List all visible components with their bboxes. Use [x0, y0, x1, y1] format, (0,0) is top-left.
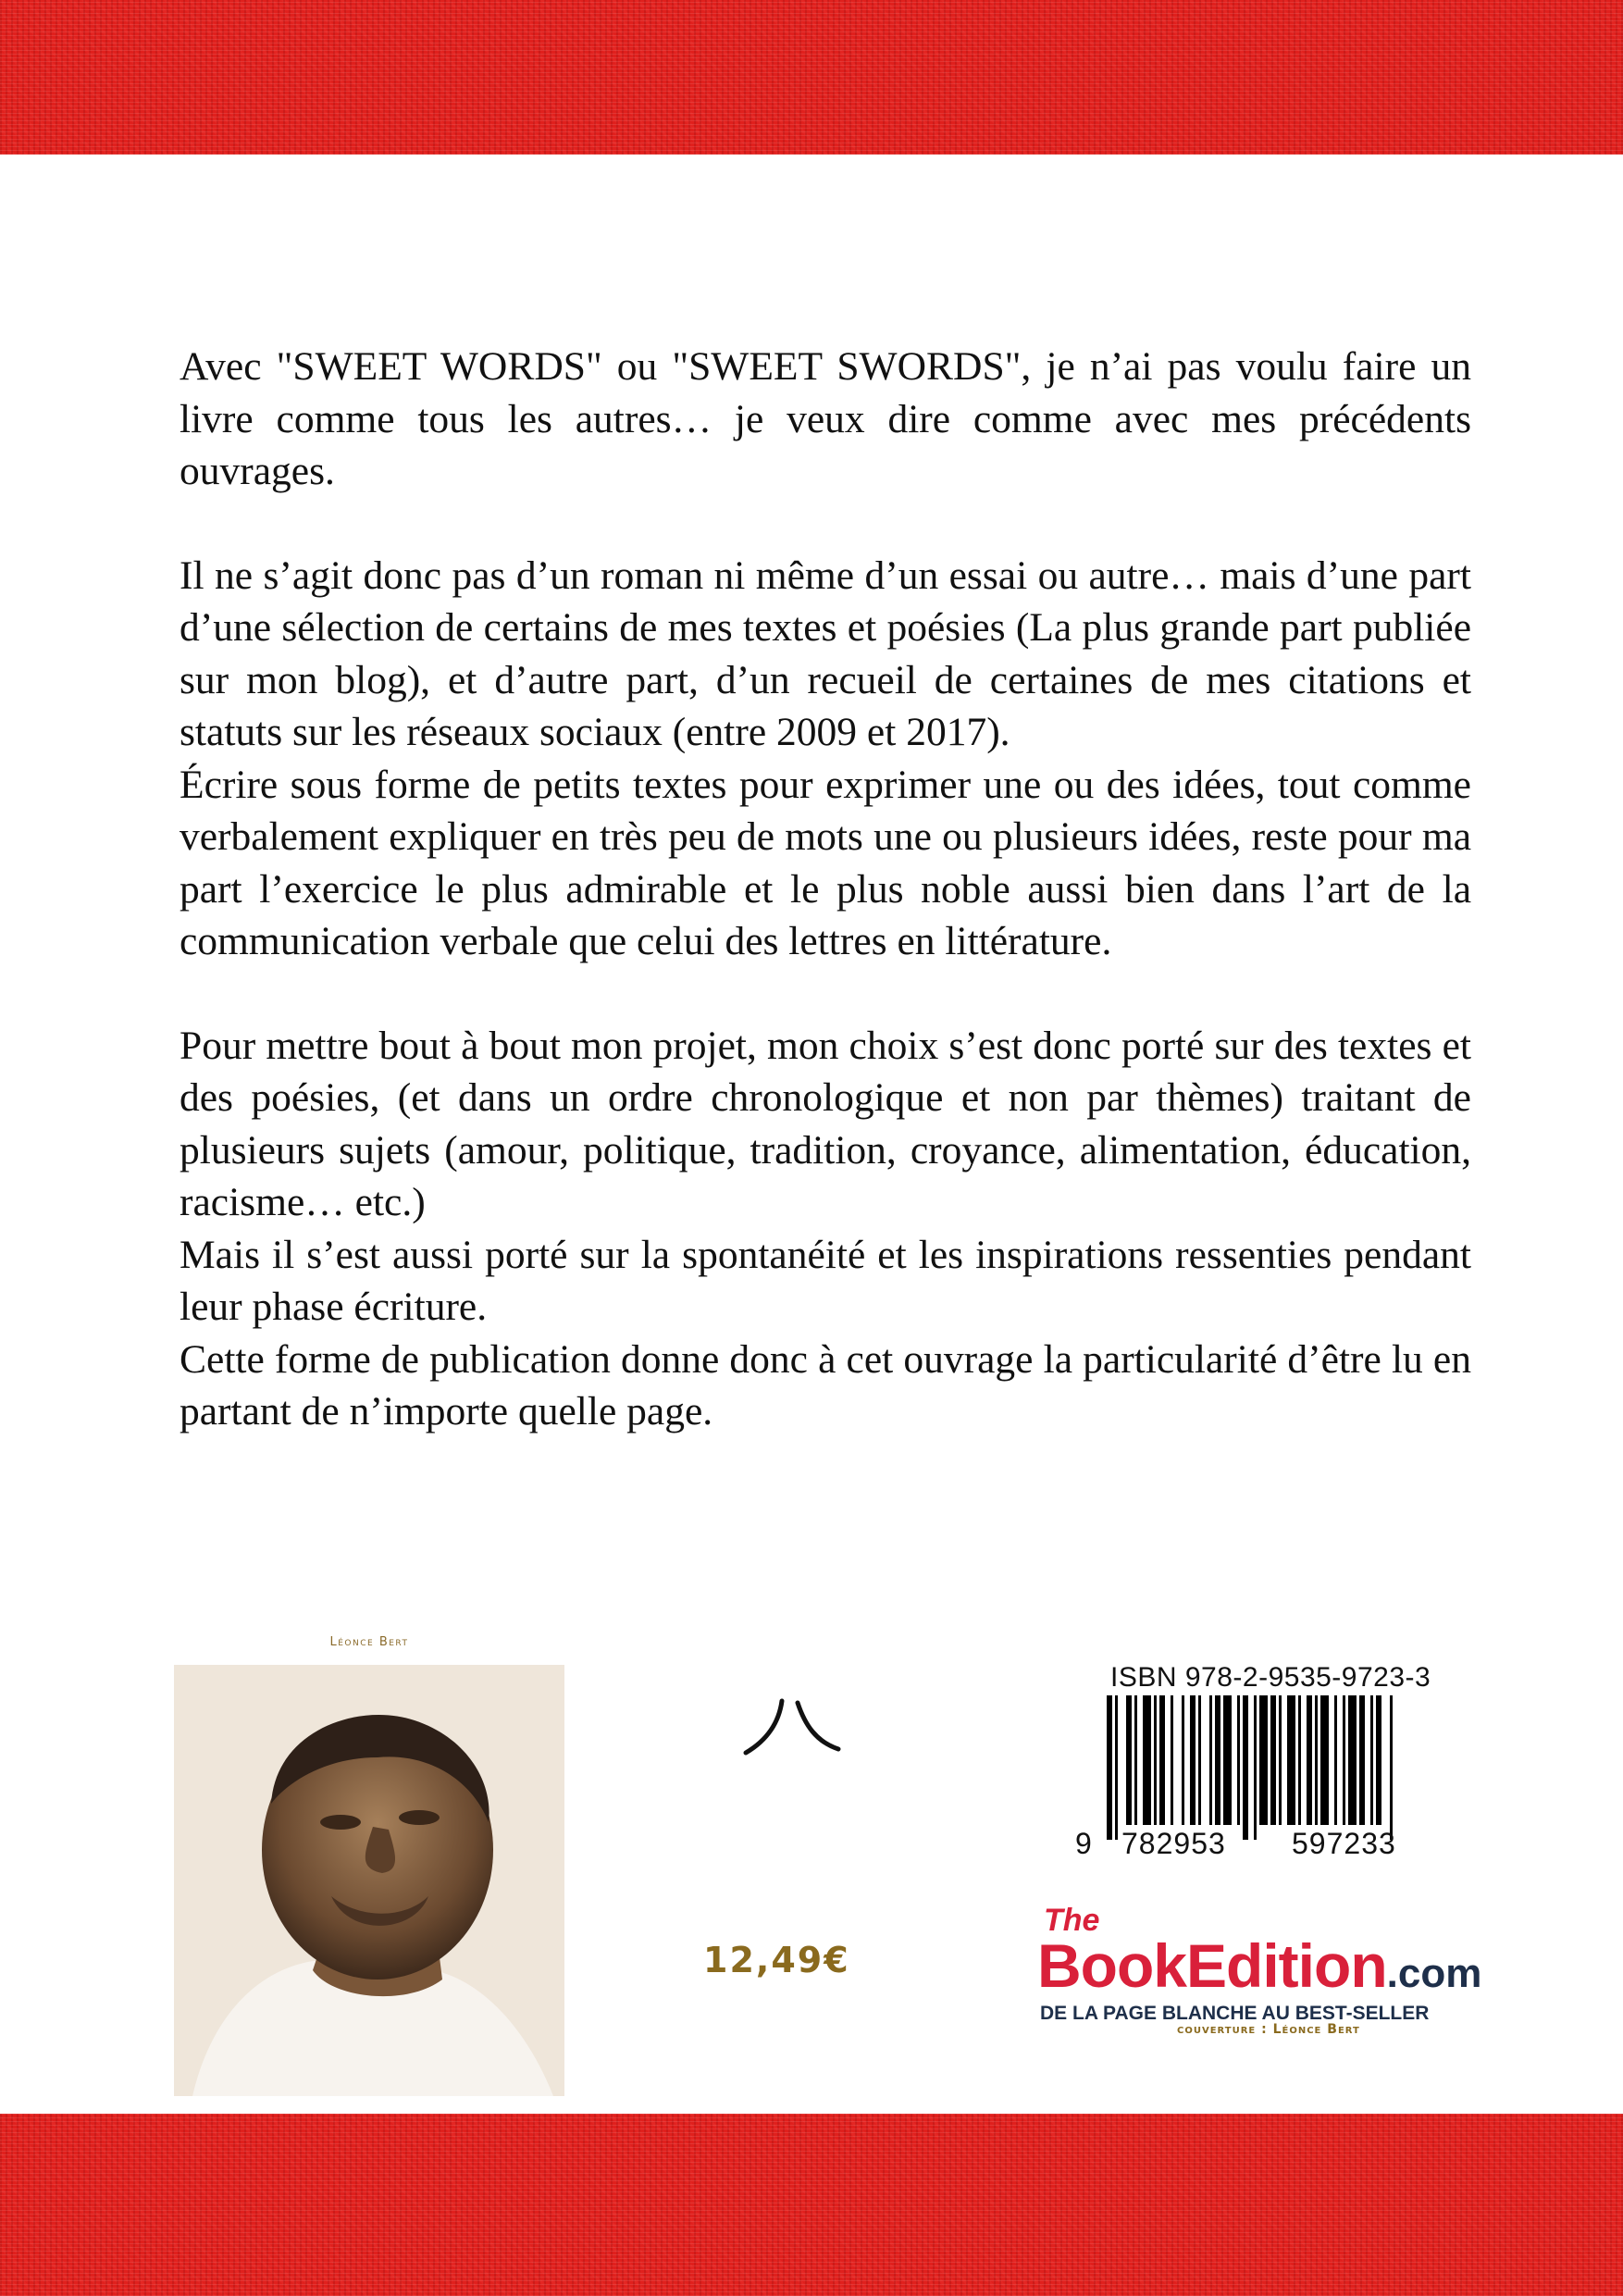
publisher-glyph-icon	[740, 1694, 842, 1758]
barcode-bar	[1223, 1695, 1232, 1825]
barcode-bar	[1115, 1695, 1118, 1840]
publisher-logo-the: The	[1044, 1903, 1100, 1938]
barcode-bar	[1209, 1695, 1212, 1825]
paragraph-spontaneity: Mais il s’est aussi porté sur la spontanéité et les inspirations ressenties pendant leur phase écriture.	[180, 1232, 1471, 1329]
paragraph-writing: Écrire sous forme de petits textes pour exprimer une ou des idées, tout comme verbalement expliquer en très peu de mots une ou plusieurs idées, reste pour ma part l’exercice le plus admirable et le plus noble aussi bien dans l’art de la communication verbale que celui des lettres en littérature.	[180, 762, 1471, 963]
barcode-digits-left: 782953	[1121, 1827, 1226, 1860]
barcode-bar	[1287, 1695, 1295, 1825]
barcode-bar	[1270, 1695, 1276, 1825]
barcode-bar	[1154, 1695, 1157, 1825]
barcode-digits-right: 597233	[1292, 1827, 1396, 1860]
isbn-text: ISBN 978-2-9535-9723-3	[1110, 1662, 1431, 1693]
barcode-bar	[1343, 1695, 1345, 1825]
isbn-barcode	[1070, 1662, 1458, 1875]
barcode-bar	[1334, 1695, 1337, 1825]
paragraph-project: Pour mettre bout à bout mon projet, mon choix s’est donc porté sur des textes et des poésies, (et dans un ordre chronologique et non par thèmes) traitant de plusieurs sujets (amour, politique, tradition, croyance, alimentation, éducation, racisme… etc.)	[180, 1023, 1471, 1224]
barcode-bar	[1307, 1695, 1312, 1825]
author-caption: Léonce Bert	[329, 1635, 409, 1649]
barcode-bar	[1134, 1695, 1137, 1825]
barcode-bar	[1320, 1695, 1329, 1825]
barcode-bar	[1243, 1695, 1248, 1840]
barcode-bar	[1107, 1695, 1112, 1840]
barcode-bar	[1315, 1695, 1318, 1825]
publisher-tagline: DE LA PAGE BLANCHE AU BEST-SELLER	[1040, 2003, 1430, 2024]
barcode-bar	[1298, 1695, 1301, 1825]
barcode-bar	[1215, 1695, 1220, 1825]
barcode-bar	[1359, 1695, 1365, 1825]
publisher-logo-name	[1037, 1929, 1481, 2011]
publisher-logo-name-b: n	[1350, 1931, 1387, 2000]
paragraph-publication: Cette forme de publication donne donc à cet ouvrage la particularité d’être lu en partant de n’importe quelle page.	[180, 1336, 1471, 1433]
barcode-bar	[1126, 1695, 1132, 1825]
barcode-bar	[1190, 1695, 1196, 1825]
barcode-bar	[1376, 1695, 1381, 1825]
top-red-band	[0, 0, 1623, 155]
paragraph-intro: Avec "SWEET WORDS" ou "SWEET SWORDS", je n’ai pas voulu faire un livre comme tous les autres… je veux dire comme avec mes précédents ouvrages.	[180, 344, 1471, 493]
back-cover-text	[180, 341, 1471, 1438]
barcode-bar	[1279, 1695, 1282, 1825]
barcode-bar	[1237, 1695, 1240, 1825]
barcode-bar	[1198, 1695, 1201, 1825]
publisher-logo-name-a: BookEditi	[1037, 1931, 1314, 2000]
publisher-logo-com: .com	[1386, 1951, 1482, 1996]
barcode-bars	[1070, 1695, 1458, 1843]
bottom-red-band	[0, 2114, 1623, 2296]
barcode-bar	[1182, 1695, 1184, 1825]
barcode-bar	[1143, 1695, 1151, 1825]
price-label: 12,49€	[703, 1940, 850, 1980]
barcode-bar	[1254, 1695, 1257, 1840]
paragraph-content: Il ne s’agit donc pas d’un roman ni même d’un essai ou autre… mais d’une part d’une sélection de certains de mes textes et poésies (La plus grande part publiée sur mon blog), et d’autre part, d’un recueil de certaines de mes citations et statuts sur les réseaux sociaux (entre 2009 et 2017).	[180, 552, 1471, 754]
barcode-digit-first: 9	[1075, 1827, 1093, 1860]
barcode-bar	[1370, 1695, 1373, 1825]
pen-nib-icon: o	[1314, 1931, 1351, 2000]
author-photo	[174, 1665, 564, 2096]
barcode-bar	[1390, 1695, 1393, 1840]
barcode-bar	[1348, 1695, 1357, 1825]
barcode-bar	[1159, 1695, 1165, 1825]
barcode-bar	[1171, 1695, 1173, 1825]
cover-credit: couverture : Léonce Bert	[1177, 2022, 1360, 2037]
publisher-logo	[1033, 1905, 1532, 2090]
barcode-bar	[1259, 1695, 1268, 1825]
